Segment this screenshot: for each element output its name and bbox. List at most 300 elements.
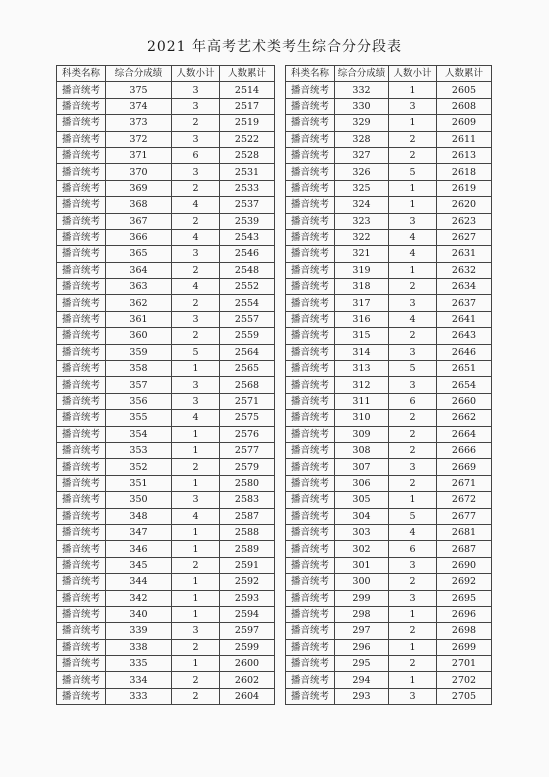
cell-cumulative: 2627 (437, 229, 492, 245)
table-row (286, 393, 492, 409)
cell-count: 1 (389, 115, 437, 131)
table-row (286, 377, 492, 393)
cell-cumulative: 2568 (220, 377, 275, 393)
cell-category: 播音统考 (57, 639, 106, 655)
cell-count: 1 (172, 524, 220, 540)
cell-category: 播音统考 (57, 311, 106, 327)
cell-category: 播音统考 (57, 328, 106, 344)
cell-count: 1 (389, 262, 437, 278)
cell-count: 6 (389, 541, 437, 557)
table-row (286, 344, 492, 360)
cell-cumulative: 2696 (437, 606, 492, 622)
cell-score: 302 (335, 541, 389, 557)
cell-score: 335 (106, 656, 172, 672)
cell-score: 324 (335, 197, 389, 213)
cell-cumulative: 2677 (437, 508, 492, 524)
table-row (57, 246, 275, 262)
cell-count: 4 (172, 197, 220, 213)
table-row (57, 311, 275, 327)
table-row (286, 426, 492, 442)
cell-count: 2 (389, 426, 437, 442)
cell-cumulative: 2646 (437, 344, 492, 360)
cell-score: 323 (335, 213, 389, 229)
cell-category: 播音统考 (57, 426, 106, 442)
cell-count: 4 (172, 508, 220, 524)
cell-category: 播音统考 (286, 524, 335, 540)
cell-cumulative: 2604 (220, 688, 275, 704)
cell-count: 1 (389, 82, 437, 98)
cell-cumulative: 2514 (220, 82, 275, 98)
cell-cumulative: 2557 (220, 311, 275, 327)
header-score: 综合分成绩 (335, 66, 389, 82)
cell-score: 372 (106, 131, 172, 147)
cell-category: 播音统考 (57, 147, 106, 163)
cell-category: 播音统考 (286, 361, 335, 377)
cell-cumulative: 2531 (220, 164, 275, 180)
cell-category: 播音统考 (286, 574, 335, 590)
cell-score: 328 (335, 131, 389, 147)
header-category: 科类名称 (286, 66, 335, 82)
table-row (286, 492, 492, 508)
cell-category: 播音统考 (57, 442, 106, 458)
cell-category: 播音统考 (57, 656, 106, 672)
cell-category: 播音统考 (286, 377, 335, 393)
cell-category: 播音统考 (286, 557, 335, 573)
cell-count: 2 (172, 262, 220, 278)
table-row (286, 295, 492, 311)
header-score: 综合分成绩 (106, 66, 172, 82)
cell-score: 371 (106, 147, 172, 163)
cell-cumulative: 2565 (220, 361, 275, 377)
cell-count: 2 (172, 639, 220, 655)
table-row (286, 229, 492, 245)
cell-cumulative: 2605 (437, 82, 492, 98)
cell-count: 3 (389, 459, 437, 475)
cell-score: 321 (335, 246, 389, 262)
cell-cumulative: 2618 (437, 164, 492, 180)
score-table-right (285, 65, 492, 705)
cell-count: 1 (172, 541, 220, 557)
cell-cumulative: 2690 (437, 557, 492, 573)
cell-cumulative: 2666 (437, 442, 492, 458)
table-row (286, 672, 492, 688)
cell-category: 播音统考 (286, 672, 335, 688)
table-header-row (286, 66, 492, 82)
cell-count: 3 (389, 213, 437, 229)
cell-cumulative: 2613 (437, 147, 492, 163)
cell-count: 3 (389, 688, 437, 704)
cell-category: 播音统考 (286, 262, 335, 278)
cell-count: 3 (172, 311, 220, 327)
header-count: 人数小计 (389, 66, 437, 82)
cell-cumulative: 2522 (220, 131, 275, 147)
cell-score: 358 (106, 361, 172, 377)
cell-score: 300 (335, 574, 389, 590)
table-row (286, 115, 492, 131)
cell-cumulative: 2591 (220, 557, 275, 573)
cell-cumulative: 2592 (220, 574, 275, 590)
table-row (286, 311, 492, 327)
cell-count: 2 (389, 147, 437, 163)
cell-cumulative: 2619 (437, 180, 492, 196)
cell-count: 5 (389, 508, 437, 524)
table-row (57, 229, 275, 245)
cell-score: 313 (335, 361, 389, 377)
cell-cumulative: 2594 (220, 606, 275, 622)
cell-cumulative: 2599 (220, 639, 275, 655)
table-row (286, 410, 492, 426)
table-row (286, 328, 492, 344)
cell-count: 1 (389, 197, 437, 213)
cell-score: 315 (335, 328, 389, 344)
cell-category: 播音统考 (57, 131, 106, 147)
cell-cumulative: 2660 (437, 393, 492, 409)
table-row (57, 590, 275, 606)
cell-category: 播音统考 (57, 246, 106, 262)
cell-score: 362 (106, 295, 172, 311)
table-row (57, 541, 275, 557)
table-row (286, 361, 492, 377)
cell-cumulative: 2623 (437, 213, 492, 229)
table-row (57, 442, 275, 458)
table-row (286, 623, 492, 639)
cell-category: 播音统考 (57, 98, 106, 114)
cell-count: 3 (389, 557, 437, 573)
cell-category: 播音统考 (286, 147, 335, 163)
cell-count: 3 (389, 377, 437, 393)
cell-count: 3 (172, 82, 220, 98)
table-row (286, 606, 492, 622)
table-row (57, 147, 275, 163)
cell-category: 播音统考 (57, 344, 106, 360)
cell-cumulative: 2692 (437, 574, 492, 590)
cell-category: 播音统考 (57, 492, 106, 508)
table-row (286, 82, 492, 98)
cell-count: 2 (172, 672, 220, 688)
cell-category: 播音统考 (57, 623, 106, 639)
cell-score: 295 (335, 656, 389, 672)
cell-category: 播音统考 (57, 541, 106, 557)
cell-score: 365 (106, 246, 172, 262)
cell-category: 播音统考 (57, 672, 106, 688)
table-row (57, 426, 275, 442)
cell-score: 294 (335, 672, 389, 688)
cell-score: 303 (335, 524, 389, 540)
table-row (57, 295, 275, 311)
cell-cumulative: 2637 (437, 295, 492, 311)
cell-cumulative: 2588 (220, 524, 275, 540)
table-row (57, 524, 275, 540)
cell-cumulative: 2548 (220, 262, 275, 278)
cell-count: 3 (172, 623, 220, 639)
table-row (57, 574, 275, 590)
cell-score: 308 (335, 442, 389, 458)
cell-cumulative: 2702 (437, 672, 492, 688)
table-row (286, 131, 492, 147)
cell-category: 播音统考 (57, 574, 106, 590)
cell-score: 345 (106, 557, 172, 573)
cell-cumulative: 2608 (437, 98, 492, 114)
cell-category: 播音统考 (286, 410, 335, 426)
cell-score: 317 (335, 295, 389, 311)
cell-count: 2 (172, 213, 220, 229)
cell-cumulative: 2687 (437, 541, 492, 557)
cell-category: 播音统考 (286, 606, 335, 622)
cell-score: 354 (106, 426, 172, 442)
table-row (286, 524, 492, 540)
table-row (286, 688, 492, 704)
cell-score: 310 (335, 410, 389, 426)
cell-category: 播音统考 (286, 541, 335, 557)
table-row (286, 262, 492, 278)
cell-count: 2 (389, 410, 437, 426)
cell-cumulative: 2589 (220, 541, 275, 557)
cell-category: 播音统考 (286, 639, 335, 655)
cell-count: 3 (172, 377, 220, 393)
cell-score: 334 (106, 672, 172, 688)
cell-score: 350 (106, 492, 172, 508)
cell-score: 333 (106, 688, 172, 704)
table-row (57, 180, 275, 196)
cell-count: 1 (389, 492, 437, 508)
cell-cumulative: 2554 (220, 295, 275, 311)
table-row (57, 459, 275, 475)
cell-score: 346 (106, 541, 172, 557)
table-row (286, 180, 492, 196)
cell-cumulative: 2632 (437, 262, 492, 278)
cell-count: 3 (172, 131, 220, 147)
table-row (57, 508, 275, 524)
cell-cumulative: 2517 (220, 98, 275, 114)
cell-count: 2 (389, 656, 437, 672)
cell-score: 368 (106, 197, 172, 213)
table-header-row (57, 66, 275, 82)
cell-cumulative: 2681 (437, 524, 492, 540)
cell-category: 播音统考 (57, 229, 106, 245)
header-category: 科类名称 (57, 66, 106, 82)
cell-cumulative: 2564 (220, 344, 275, 360)
cell-cumulative: 2699 (437, 639, 492, 655)
cell-count: 2 (172, 295, 220, 311)
cell-count: 3 (172, 164, 220, 180)
cell-category: 播音统考 (286, 213, 335, 229)
cell-count: 2 (389, 442, 437, 458)
cell-category: 播音统考 (57, 524, 106, 540)
cell-count: 4 (389, 524, 437, 540)
cell-score: 352 (106, 459, 172, 475)
cell-cumulative: 2602 (220, 672, 275, 688)
table-row (286, 475, 492, 491)
cell-count: 1 (172, 590, 220, 606)
table-row (57, 328, 275, 344)
cell-category: 播音统考 (57, 213, 106, 229)
cell-count: 3 (389, 590, 437, 606)
table-row (286, 590, 492, 606)
cell-cumulative: 2575 (220, 410, 275, 426)
cell-cumulative: 2552 (220, 279, 275, 295)
cell-category: 播音统考 (286, 98, 335, 114)
cell-score: 306 (335, 475, 389, 491)
cell-score: 305 (335, 492, 389, 508)
cell-count: 4 (172, 410, 220, 426)
cell-count: 3 (172, 393, 220, 409)
cell-count: 3 (172, 98, 220, 114)
page-title: 2021 年高考艺术类考生综合分分段表 (146, 39, 403, 55)
cell-score: 357 (106, 377, 172, 393)
cell-count: 1 (389, 606, 437, 622)
cell-score: 367 (106, 213, 172, 229)
cell-score: 373 (106, 115, 172, 131)
cell-cumulative: 2631 (437, 246, 492, 262)
cell-category: 播音统考 (286, 344, 335, 360)
cell-category: 播音统考 (57, 475, 106, 491)
cell-count: 1 (172, 475, 220, 491)
cell-cumulative: 2654 (437, 377, 492, 393)
cell-score: 330 (335, 98, 389, 114)
table-row (57, 410, 275, 426)
cell-score: 318 (335, 279, 389, 295)
cell-count: 1 (172, 574, 220, 590)
table-row (57, 197, 275, 213)
cell-category: 播音统考 (57, 295, 106, 311)
cell-cumulative: 2705 (437, 688, 492, 704)
cell-score: 364 (106, 262, 172, 278)
cell-category: 播音统考 (57, 377, 106, 393)
cell-score: 327 (335, 147, 389, 163)
cell-category: 播音统考 (286, 475, 335, 491)
cell-count: 2 (172, 459, 220, 475)
table-row (57, 82, 275, 98)
cell-count: 4 (389, 246, 437, 262)
cell-score: 359 (106, 344, 172, 360)
cell-category: 播音统考 (57, 361, 106, 377)
cell-cumulative: 2577 (220, 442, 275, 458)
cell-score: 304 (335, 508, 389, 524)
cell-category: 播音统考 (57, 115, 106, 131)
table-row (57, 623, 275, 639)
table-row (57, 606, 275, 622)
cell-count: 3 (389, 295, 437, 311)
cell-cumulative: 2662 (437, 410, 492, 426)
cell-cumulative: 2669 (437, 459, 492, 475)
cell-cumulative: 2651 (437, 361, 492, 377)
table-row (57, 393, 275, 409)
cell-category: 播音统考 (57, 180, 106, 196)
cell-count: 2 (389, 574, 437, 590)
cell-score: 360 (106, 328, 172, 344)
cell-count: 2 (172, 180, 220, 196)
cell-category: 播音统考 (286, 197, 335, 213)
cell-score: 307 (335, 459, 389, 475)
cell-count: 5 (389, 361, 437, 377)
cell-category: 播音统考 (57, 410, 106, 426)
cell-cumulative: 2537 (220, 197, 275, 213)
table-row (57, 656, 275, 672)
cell-category: 播音统考 (286, 164, 335, 180)
cell-cumulative: 2698 (437, 623, 492, 639)
cell-score: 355 (106, 410, 172, 426)
cell-count: 3 (172, 492, 220, 508)
cell-category: 播音统考 (286, 623, 335, 639)
cell-count: 2 (172, 557, 220, 573)
cell-category: 播音统考 (57, 197, 106, 213)
cell-count: 2 (389, 279, 437, 295)
table-row (286, 246, 492, 262)
table-row (286, 442, 492, 458)
table-row (286, 164, 492, 180)
table-row (57, 557, 275, 573)
cell-cumulative: 2634 (437, 279, 492, 295)
cell-cumulative: 2671 (437, 475, 492, 491)
cell-count: 1 (172, 361, 220, 377)
cell-score: 363 (106, 279, 172, 295)
cell-cumulative: 2528 (220, 147, 275, 163)
cell-count: 1 (389, 180, 437, 196)
cell-score: 299 (335, 590, 389, 606)
cell-category: 播音统考 (286, 328, 335, 344)
cell-score: 347 (106, 524, 172, 540)
cell-score: 374 (106, 98, 172, 114)
cell-category: 播音统考 (57, 606, 106, 622)
table-row (57, 262, 275, 278)
cell-score: 298 (335, 606, 389, 622)
table-row (286, 639, 492, 655)
cell-category: 播音统考 (57, 557, 106, 573)
cell-cumulative: 2620 (437, 197, 492, 213)
cell-category: 播音统考 (286, 442, 335, 458)
cell-category: 播音统考 (286, 459, 335, 475)
cell-score: 344 (106, 574, 172, 590)
table-row (57, 672, 275, 688)
cell-category: 播音统考 (57, 164, 106, 180)
cell-count: 1 (172, 606, 220, 622)
score-table-left (56, 65, 275, 705)
cell-count: 2 (389, 623, 437, 639)
cell-score: 375 (106, 82, 172, 98)
table-row (286, 213, 492, 229)
cell-score: 339 (106, 623, 172, 639)
cell-cumulative: 2580 (220, 475, 275, 491)
cell-score: 338 (106, 639, 172, 655)
table-row (57, 475, 275, 491)
cell-count: 1 (172, 656, 220, 672)
table-row (57, 115, 275, 131)
cell-cumulative: 2597 (220, 623, 275, 639)
cell-category: 播音统考 (57, 590, 106, 606)
cell-category: 播音统考 (286, 180, 335, 196)
table-row (286, 459, 492, 475)
table-row (286, 98, 492, 114)
cell-category: 播音统考 (286, 426, 335, 442)
cell-cumulative: 2587 (220, 508, 275, 524)
cell-count: 2 (389, 131, 437, 147)
cell-category: 播音统考 (286, 295, 335, 311)
cell-cumulative: 2546 (220, 246, 275, 262)
cell-count: 6 (389, 393, 437, 409)
cell-score: 309 (335, 426, 389, 442)
cell-score: 348 (106, 508, 172, 524)
header-cumulative: 人数累计 (220, 66, 275, 82)
table-row (57, 492, 275, 508)
cell-score: 316 (335, 311, 389, 327)
cell-score: 301 (335, 557, 389, 573)
cell-count: 4 (172, 229, 220, 245)
cell-score: 370 (106, 164, 172, 180)
table-row (57, 131, 275, 147)
cell-cumulative: 2583 (220, 492, 275, 508)
table-row (57, 344, 275, 360)
cell-count: 4 (389, 229, 437, 245)
